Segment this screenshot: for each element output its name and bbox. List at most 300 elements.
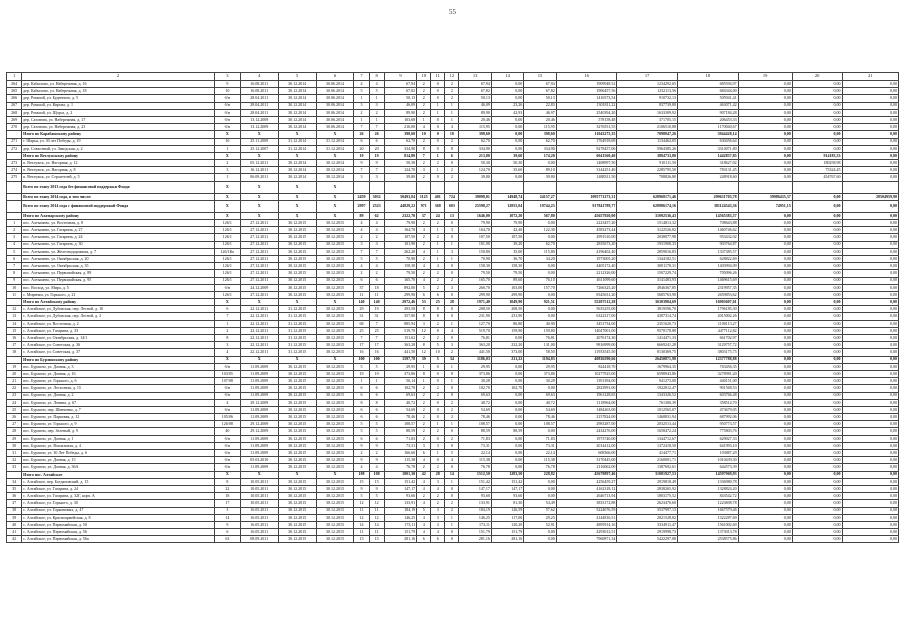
table-cell: 4477112,82 (677, 327, 738, 334)
table-cell: 1012565,07 (617, 406, 678, 413)
table-cell: 57,62 (524, 507, 556, 514)
table-cell: 10.05.2011 (240, 485, 278, 492)
table-cell: 30,28 (459, 378, 491, 385)
table-cell: 0,00 (792, 227, 842, 234)
table-cell: 108,57 (384, 421, 416, 428)
column-number-cell: 18 (677, 73, 738, 81)
table-cell: 10 (445, 131, 459, 138)
table-cell: 35,60 (491, 167, 523, 174)
table-cell: 8 (369, 399, 384, 406)
table-cell: 0,00 (738, 471, 792, 478)
table-cell: 2 (369, 109, 384, 116)
address-cell: с. Алтайское, ул. Гагарина, д. 32Г, корп. А (22, 493, 215, 500)
table-cell: X (278, 152, 316, 159)
table-cell: 0,00 (738, 277, 792, 284)
table-cell: 27.12.2011 (240, 241, 278, 248)
table-cell: 73,31 (384, 442, 416, 449)
table-cell: 1 (445, 514, 459, 521)
table-cell: 0 (445, 234, 459, 241)
address-cell: пос. Бурлино, ул. Дачная, д. 3 (22, 363, 215, 370)
table-cell: 3276551,55 (556, 124, 617, 131)
table-cell: 25598,27 (459, 200, 491, 212)
table-cell: 67,82 (384, 88, 416, 95)
table-cell: 3451734,00 (556, 320, 617, 327)
table-cell: 7 (369, 124, 384, 131)
table-cell: X (278, 212, 316, 219)
table-cell: 25 (354, 327, 369, 334)
table-cell: 107,50 (384, 234, 416, 241)
table-cell: 79,50 (491, 270, 523, 277)
table-cell: X (278, 356, 316, 363)
table-cell: 11.09.2009 (240, 450, 278, 457)
table-row (7, 500, 899, 507)
table-cell (431, 181, 445, 193)
table-cell: 39 (417, 356, 431, 363)
table-cell: 11.09.2009 (240, 385, 278, 392)
table-cell: 14 (369, 521, 384, 528)
table-cell: 0,00 (842, 536, 899, 543)
table-cell: 115,80 (524, 248, 556, 255)
table-cell: 6 (354, 385, 369, 392)
table-cell: X (278, 471, 316, 478)
table-cell: 4 (431, 263, 445, 270)
table-cell: 16 (354, 349, 369, 356)
table-cell: X (240, 299, 278, 306)
address-cell: Итого по Алтайскому району (22, 299, 215, 306)
address-cell: с. Алтайское, ул. Восточная, д. 2 (22, 320, 215, 327)
table-cell: 2 (431, 284, 445, 291)
table-cell: 107,50 (491, 234, 523, 241)
table-cell: 0,00 (792, 234, 842, 241)
table-cell: 0,00 (738, 212, 792, 219)
table-cell: 11933545,50 (556, 349, 617, 356)
table-cell: 8 (445, 370, 459, 377)
table-cell: 30.12.2015 (278, 363, 316, 370)
table-cell: 22,14 (459, 450, 491, 457)
table-cell: 79,90 (459, 220, 491, 227)
table-cell: 0,00 (738, 435, 792, 442)
table-cell: 30.12.2014 (278, 95, 316, 102)
table-cell: 275 (7, 174, 22, 181)
table-cell: 3 (417, 442, 431, 449)
table-cell: 76,10 (524, 277, 556, 284)
table-cell: 126/1 (214, 220, 240, 227)
table-cell: 45657920,00 (556, 212, 617, 219)
subtotal-row (7, 212, 899, 219)
table-cell: 0,00 (842, 493, 899, 500)
table-cell: 68 (354, 320, 369, 327)
table-cell: 30.12.2015 (316, 392, 354, 399)
table-cell: 2319957,35 (677, 284, 738, 291)
table-cell: 27.12.2011 (240, 270, 278, 277)
table-cell: 147,17 (491, 485, 523, 492)
table-cell: 1 (445, 378, 459, 385)
table-cell: 0,00 (524, 220, 556, 227)
table-cell: 0,00 (792, 450, 842, 457)
table-cell: 10.05.2011 (240, 478, 278, 485)
table-cell: 11 (369, 507, 384, 514)
table-cell: 103/05 (214, 370, 240, 377)
table-cell: 0,00 (738, 320, 792, 327)
table-cell: 644573,39 (677, 464, 738, 471)
table-cell: 0,00 (491, 399, 523, 406)
table-cell: 628968171,46 (617, 193, 678, 200)
table-cell: 30.12.2015 (316, 291, 354, 298)
table-cell: 0,00 (738, 152, 792, 159)
table-cell: 151,62 (384, 335, 416, 342)
table-cell: 0,00 (738, 399, 792, 406)
table-cell: 5224676,59 (556, 507, 617, 514)
table-cell: 30.12.2014 (278, 124, 316, 131)
table-row (7, 406, 899, 413)
table-cell: 1 (445, 478, 459, 485)
table-cell: 0,00 (792, 81, 842, 88)
table-cell: 603 (445, 200, 459, 212)
table-cell: 0,00 (792, 313, 842, 320)
table-cell: 29,95 (524, 363, 556, 370)
table-cell: 1469615,69 (677, 277, 738, 284)
table-row (7, 124, 899, 131)
table-cell: 30.06.2014 (316, 81, 354, 88)
table-cell: 25 (431, 299, 445, 306)
address-cell: п. Ветлужск, ул. Нагорная, д. 12 (22, 160, 215, 167)
table-cell: 0,00 (792, 306, 842, 313)
address-cell: Итого по Бурлинскому району (22, 356, 215, 363)
table-cell: 1 (431, 421, 445, 428)
table-cell: X (240, 212, 278, 219)
table-cell: 334,90 (524, 145, 556, 152)
table-cell: 9 (354, 442, 369, 449)
table-cell: 0,00 (792, 116, 842, 123)
table-cell: 0,00 (738, 88, 792, 95)
table-cell: 0,00 (524, 485, 556, 492)
table-cell (354, 181, 369, 193)
table-cell: X (316, 356, 354, 363)
column-number-cell: 21 (842, 73, 899, 81)
table-cell: 30.12.2015 (316, 442, 354, 449)
table-cell: 62,70 (384, 138, 416, 145)
table-cell: 4162318,12 (556, 485, 617, 492)
table-cell: 0 (431, 124, 445, 131)
table-cell: 6 (354, 406, 369, 413)
address-cell: дер. Ромшой, ул. Буденного, д. 5 (22, 95, 215, 102)
table-cell: 318627,02 (677, 160, 738, 167)
table-cell: 15 (7, 327, 22, 334)
table-row (7, 263, 899, 270)
table-cell: 3 (214, 507, 240, 514)
table-cell: 4 (369, 81, 384, 88)
table-cell: 0,00 (491, 138, 523, 145)
table-cell (792, 181, 842, 193)
table-cell: 519,70 (384, 327, 416, 334)
table-cell: 5 (431, 342, 445, 349)
table-cell: 14948,74 (491, 193, 523, 200)
table-cell (7, 471, 22, 478)
table-cell: 16.05.2011 (240, 529, 278, 536)
table-cell: 4895914,16 (556, 521, 617, 528)
table-cell: 1134462,05 (617, 138, 678, 145)
table-cell: 0,00 (738, 95, 792, 102)
table-cell: 5 (354, 421, 369, 428)
table-cell: 27.12.2011 (240, 227, 278, 234)
table-cell: 1597,78 (384, 356, 416, 363)
table-cell: X (278, 181, 316, 193)
column-number-cell: 13 (459, 73, 491, 81)
table-cell: 86,80 (491, 320, 523, 327)
table-cell: 30.12.2015 (316, 521, 354, 528)
table-cell: 2 (417, 421, 431, 428)
table-cell: 6 (417, 536, 431, 543)
table-cell: 126/1 (214, 227, 240, 234)
column-number-cell: 3 (214, 73, 240, 81)
table-cell: 0,00 (738, 529, 792, 536)
table-cell: 5685763,90 (617, 291, 678, 298)
address-cell: с. Алтайское, ул. Первомайская, д. 50 (22, 521, 215, 528)
table-cell: 0,00 (738, 335, 792, 342)
table-cell: X (214, 181, 240, 193)
table-cell: 11.09.2009 (240, 464, 278, 471)
table-cell: 0,00 (842, 457, 899, 464)
table-cell: 2 (431, 493, 445, 500)
table-cell: 30.12.2015 (278, 529, 316, 536)
table-cell: 0,00 (738, 392, 792, 399)
table-cell: 3314071,80 (677, 145, 738, 152)
table-cell: 2623476,60 (617, 500, 678, 507)
table-cell: 2859016,83 (617, 248, 678, 255)
table-cell: 4 (214, 399, 240, 406)
table-cell: 357,80 (384, 313, 416, 320)
table-cell: 37 (7, 500, 22, 507)
table-cell: 0,00 (524, 263, 556, 270)
table-cell: 2 (417, 414, 431, 421)
table-cell: 0 (431, 370, 445, 377)
table-cell: б/н (214, 442, 240, 449)
table-cell: 1973005,20 (556, 255, 617, 262)
table-cell: 0 (445, 529, 459, 536)
table-cell: 79,90 (384, 220, 416, 227)
table-cell: 30.12.2015 (278, 370, 316, 377)
table-cell: 31.12.2014 (316, 138, 354, 145)
table-cell: 0,00 (738, 145, 792, 152)
table-cell: 46,09 (459, 102, 491, 109)
table-cell: 103,68 (384, 116, 416, 123)
address-cell: пос. Бурлино, ул. Лесхозная, д. 15 (22, 385, 215, 392)
table-cell: 1344712,67 (617, 435, 678, 442)
table-cell: 1049,90 (491, 299, 523, 306)
address-cell: п. Ветлужск, ул. Нагорная, д. 8 (22, 167, 215, 174)
table-cell: 158,30 (491, 263, 523, 270)
table-cell: 5 (417, 284, 431, 291)
table-cell: 73,31 (524, 442, 556, 449)
table-cell: 164,70 (384, 227, 416, 234)
table-cell: 0 (431, 138, 445, 145)
table-cell: 1460746,62 (677, 227, 738, 234)
table-cell: 30.12.2015 (316, 363, 354, 370)
table-cell: 89,60 (491, 277, 523, 284)
table-cell: 248918,60 (677, 174, 738, 181)
table-cell: 6 (354, 414, 369, 421)
table-cell: 30.12.2015 (278, 284, 316, 291)
table-cell: 628822,69 (677, 255, 738, 262)
table-cell: 10 (431, 349, 445, 356)
table-cell: 2 (431, 220, 445, 227)
table-cell: X (214, 356, 240, 363)
table-cell: 0 (431, 174, 445, 181)
table-row (7, 428, 899, 435)
table-cell: 69,63 (459, 392, 491, 399)
table-cell: 20 (354, 145, 369, 152)
table-cell: 1125 (417, 193, 431, 200)
column-number-cell: 15 (524, 73, 556, 81)
table-cell: 7 (369, 167, 384, 174)
table-cell (384, 181, 416, 193)
table-cell: 89,90 (384, 109, 416, 116)
table-cell: 8 (431, 306, 445, 313)
table-cell: X (278, 193, 316, 200)
table-cell: 2 (445, 138, 459, 145)
address-cell: пос. Бурлино, пер. Шевченко, д. 7 (22, 406, 215, 413)
table-cell: 4 (417, 529, 431, 536)
table-cell: 608366,00 (556, 450, 617, 457)
table-cell: 30.12.2015 (316, 270, 354, 277)
table-cell: 0,00 (524, 385, 556, 392)
table-cell: 567,80 (524, 212, 556, 219)
table-cell: 159,90 (491, 327, 523, 334)
table-cell: 30.12.2015 (316, 255, 354, 262)
table-cell: 30.12.2014 (278, 81, 316, 88)
table-cell: 30.12.2015 (316, 263, 354, 270)
table-cell: 843542,72 (677, 493, 738, 500)
table-cell: 4946367,85 (617, 284, 678, 291)
table-cell: 50,30 (491, 160, 523, 167)
column-number-cell: 16 (556, 73, 617, 81)
table-cell: 1373013,78 (677, 529, 738, 536)
table-cell: 1 (431, 102, 445, 109)
column-number-cell: 20 (792, 73, 842, 81)
table-cell: 363,20 (384, 342, 416, 349)
table-cell: 151,42 (384, 478, 416, 485)
table-cell: X (214, 193, 240, 200)
table-cell: 8345631,20 (556, 291, 617, 298)
table-cell: 1403994,09 (677, 263, 738, 270)
table-cell: 2 (445, 349, 459, 356)
table-cell: X (316, 471, 354, 478)
table-cell: 166,60 (384, 450, 416, 457)
table-cell: 0,00 (792, 457, 842, 464)
table-cell: 6 (354, 277, 369, 284)
table-cell: 2 (417, 335, 431, 342)
table-cell: 0,00 (738, 81, 792, 88)
table-cell: 23 (7, 392, 22, 399)
table-cell: 79,90 (491, 220, 523, 227)
table-cell: 0,00 (792, 435, 842, 442)
table-cell: 6598943,86 (617, 370, 678, 377)
table-cell: 216,00 (384, 124, 416, 131)
table-cell: 127,70 (459, 320, 491, 327)
table-cell: 1 (431, 227, 445, 234)
table-cell: 2 (417, 81, 431, 88)
address-cell: пос. Алтышево, ул. Первомайская, д. 89 (22, 270, 215, 277)
table-cell: 463071,42 (677, 102, 738, 109)
table-cell: 358514,70 (677, 399, 738, 406)
table-cell: 0,00 (842, 363, 899, 370)
subtotal-row (7, 193, 899, 200)
table-cell: 115,38 (459, 457, 491, 464)
table-cell: X (278, 200, 316, 212)
table-cell: 0 (445, 385, 459, 392)
table-cell: 0,00 (738, 457, 792, 464)
table-cell: 0,00 (842, 428, 899, 435)
table-cell: 2 (417, 428, 431, 435)
table-cell: 6 (417, 450, 431, 457)
table-cell: 3334911,47 (617, 521, 678, 528)
table-cell: 3 (417, 167, 431, 174)
table-cell: 124,70 (459, 167, 491, 174)
table-cell: 0 (431, 116, 445, 123)
table-cell: 0,00 (842, 145, 899, 152)
table-cell: 0,00 (738, 478, 792, 485)
table-cell: 5 (354, 255, 369, 262)
table-cell: 1170040,67 (677, 124, 738, 131)
table-cell: 30.12.2015 (316, 406, 354, 413)
table-cell: X (316, 299, 354, 306)
table-cell: 30.12.2015 (316, 370, 354, 377)
table-cell: 30.12.2015 (278, 234, 316, 241)
table-cell: 0,00 (524, 234, 556, 241)
table-cell: 0,00 (842, 392, 899, 399)
column-number-cell: 19 (738, 73, 792, 81)
table-cell: 0,00 (792, 421, 842, 428)
table-cell: 12 (7, 306, 22, 313)
table-cell: 299,90 (384, 291, 416, 298)
table-cell: 2 (214, 327, 240, 334)
table-cell: 52,91 (524, 521, 556, 528)
table-cell: 2032513,44 (617, 421, 678, 428)
table-cell: 8 (214, 478, 240, 485)
table-cell: б/н (214, 109, 240, 116)
table-cell: 0,00 (491, 464, 523, 471)
table-cell: 4307314,74 (617, 313, 678, 320)
table-cell: 28.04.2011 (240, 95, 278, 102)
table-row (7, 421, 899, 428)
table-cell: 3 (369, 241, 384, 248)
table-cell: 0,00 (491, 406, 523, 413)
table-cell: 6322317,00 (556, 313, 617, 320)
table-cell: 22.12.2011 (240, 327, 278, 334)
table-cell: 1 (417, 363, 431, 370)
table-row (7, 248, 899, 255)
table-cell: 30 (7, 442, 22, 449)
table-cell: 0,00 (792, 277, 842, 284)
table-cell: 1 (354, 378, 369, 385)
table-cell: 174,20 (524, 152, 556, 159)
table-cell: 151,79 (384, 529, 416, 536)
table-cell: 0,00 (842, 399, 899, 406)
table-cell: 8 (417, 313, 431, 320)
table-cell: 10.05.2011 (240, 493, 278, 500)
table-row (7, 378, 899, 385)
table-cell: 126/1 (214, 234, 240, 241)
table-cell: 5 (354, 363, 369, 370)
table-cell: 30.06.2014 (316, 102, 354, 109)
table-cell: 2351620,73 (617, 320, 678, 327)
table-cell: 1 (417, 116, 431, 123)
table-cell: 0,00 (792, 406, 842, 413)
table-cell: 31.12.2015 (278, 320, 316, 327)
table-cell: 74951,15 (738, 200, 792, 212)
table-cell: 89,90 (459, 109, 491, 116)
address-cell: с. Алтайское, ул. Советская, д. 37 (22, 349, 215, 356)
